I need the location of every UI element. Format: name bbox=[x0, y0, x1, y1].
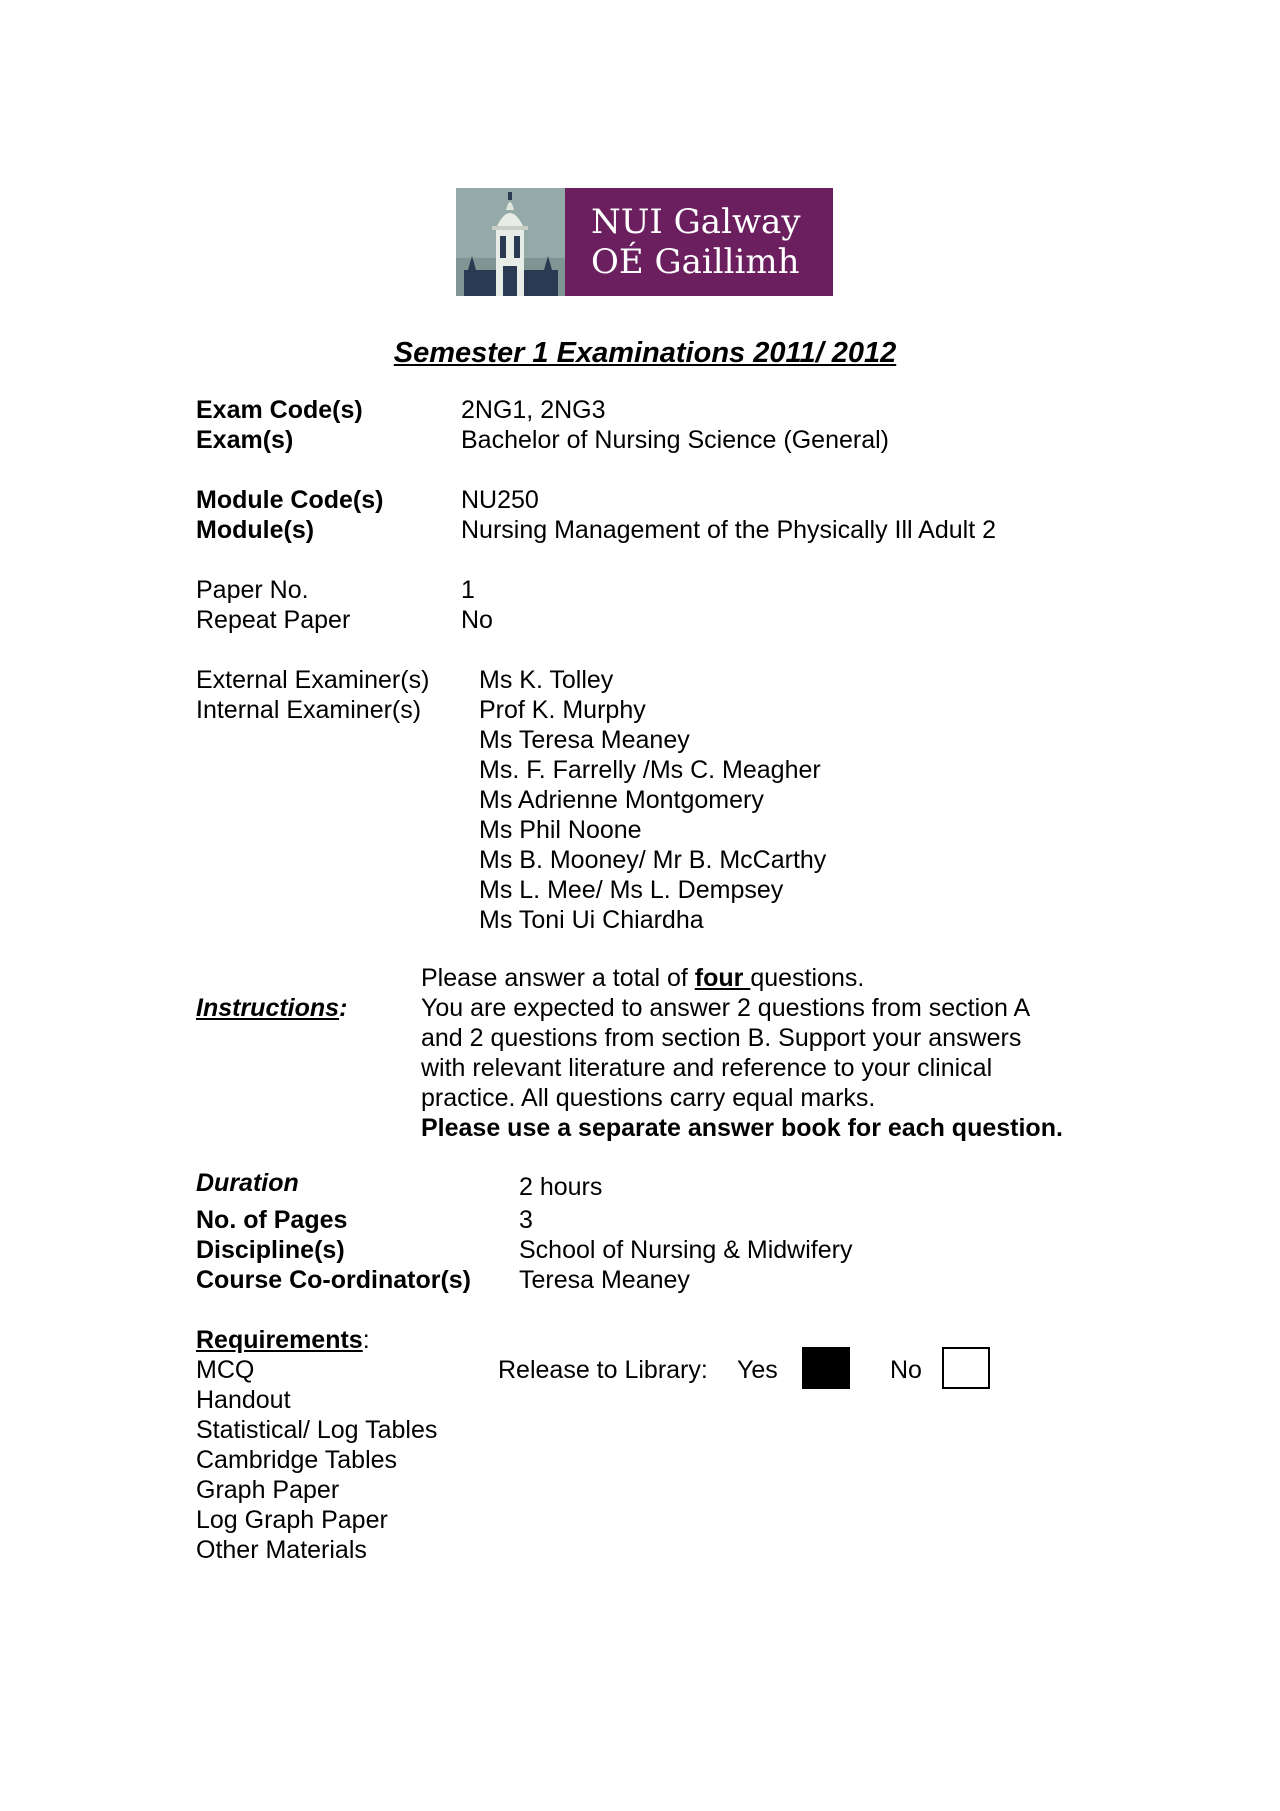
instructions-text bbox=[421, 963, 1063, 1143]
logo-banner bbox=[565, 188, 833, 296]
building-tower-icon bbox=[456, 188, 565, 296]
page-title: Semester 1 Examinations 2011/ 2012 bbox=[393, 337, 897, 369]
instruction-text: Please answer a total of bbox=[421, 964, 695, 992]
instructions-label bbox=[196, 993, 347, 1023]
instruction-line-2: You are expected to answer 2 questions from section A bbox=[421, 994, 1031, 1022]
requirement-item: Other Materials bbox=[196, 1536, 367, 1564]
pages-label: No. of Pages bbox=[196, 1206, 348, 1234]
external-examiner-label: External Examiner(s) bbox=[196, 666, 430, 694]
examiner-name: Ms Toni Ui Chiardha bbox=[479, 906, 704, 934]
modules-label: Module(s) bbox=[196, 516, 315, 544]
repeat-paper-label: Repeat Paper bbox=[196, 606, 351, 634]
coordinator-label: Course Co-ordinator(s) bbox=[196, 1266, 471, 1294]
instructions-label-text: Instructions bbox=[196, 994, 340, 1022]
university-logo bbox=[456, 188, 833, 296]
logo-line-2: OÉ Gaillimh bbox=[591, 242, 800, 282]
module-codes-label: Module Code(s) bbox=[196, 486, 384, 514]
module-codes-value: NU250 bbox=[461, 486, 539, 514]
instruction-emphasis: four bbox=[694, 964, 751, 992]
release-label: Release to Library: bbox=[498, 1356, 708, 1384]
duration-label: Duration bbox=[196, 1169, 299, 1197]
instruction-line-1 bbox=[421, 963, 1063, 993]
instruction-line-3: and 2 questions from section B. Support your answers bbox=[421, 1024, 1022, 1052]
instruction-line-6: Please use a separate answer book for each question. bbox=[421, 1114, 1063, 1142]
requirements-label bbox=[196, 1325, 370, 1355]
exam-codes-label: Exam Code(s) bbox=[196, 396, 363, 424]
release-yes-checkbox[interactable] bbox=[802, 1347, 850, 1389]
instruction-line-5: practice. All questions carry equal marks. bbox=[421, 1084, 876, 1112]
paper-no-label: Paper No. bbox=[196, 576, 309, 604]
release-no-label: No bbox=[890, 1356, 922, 1384]
examiner-name: Ms K. Tolley bbox=[479, 666, 614, 694]
requirement-item: Log Graph Paper bbox=[196, 1506, 388, 1534]
requirement-item: Statistical/ Log Tables bbox=[196, 1416, 438, 1444]
duration-value: 2 hours bbox=[519, 1173, 603, 1201]
exam-codes-value: 2NG1, 2NG3 bbox=[461, 396, 606, 424]
requirements-list bbox=[196, 1355, 437, 1565]
discipline-label: Discipline(s) bbox=[196, 1236, 345, 1264]
internal-examiner-label: Internal Examiner(s) bbox=[196, 696, 422, 724]
requirement-item: MCQ bbox=[196, 1356, 255, 1384]
release-no-checkbox[interactable] bbox=[942, 1347, 990, 1389]
paper-no-value: 1 bbox=[461, 576, 475, 604]
release-yes-label: Yes bbox=[737, 1356, 778, 1384]
requirement-item: Graph Paper bbox=[196, 1476, 340, 1504]
pages-value: 3 bbox=[519, 1206, 533, 1234]
examiner-name: Ms Adrienne Montgomery bbox=[479, 786, 764, 814]
logo-line-1: NUI Galway bbox=[591, 202, 801, 242]
requirements-colon: : bbox=[362, 1326, 370, 1354]
examiner-name: Ms Teresa Meaney bbox=[479, 726, 690, 754]
examiner-name: Ms B. Mooney/ Mr B. McCarthy bbox=[479, 846, 827, 874]
coordinator-value: Teresa Meaney bbox=[519, 1266, 690, 1294]
discipline-value: School of Nursing & Midwifery bbox=[519, 1236, 853, 1264]
exams-value: Bachelor of Nursing Science (General) bbox=[461, 426, 889, 454]
instruction-text: questions. bbox=[750, 964, 865, 992]
requirements-label-text: Requirements bbox=[196, 1326, 363, 1354]
repeat-paper-value: No bbox=[461, 606, 493, 634]
modules-value: Nursing Management of the Physically Ill Adult 2 bbox=[461, 516, 996, 544]
instructions-colon: : bbox=[339, 994, 348, 1022]
instruction-line-4: with relevant literature and reference to your clinical bbox=[421, 1054, 993, 1082]
requirement-item: Cambridge Tables bbox=[196, 1446, 398, 1474]
examiner-name: Ms L. Mee/ Ms L. Dempsey bbox=[479, 876, 784, 904]
examiner-name: Ms. F. Farrelly /Ms C. Meagher bbox=[479, 756, 821, 784]
examiner-name: Ms Phil Noone bbox=[479, 816, 642, 844]
exams-label: Exam(s) bbox=[196, 426, 294, 454]
examiner-name: Prof K. Murphy bbox=[479, 696, 646, 724]
requirement-item: Handout bbox=[196, 1386, 291, 1414]
examiner-list bbox=[479, 665, 826, 935]
